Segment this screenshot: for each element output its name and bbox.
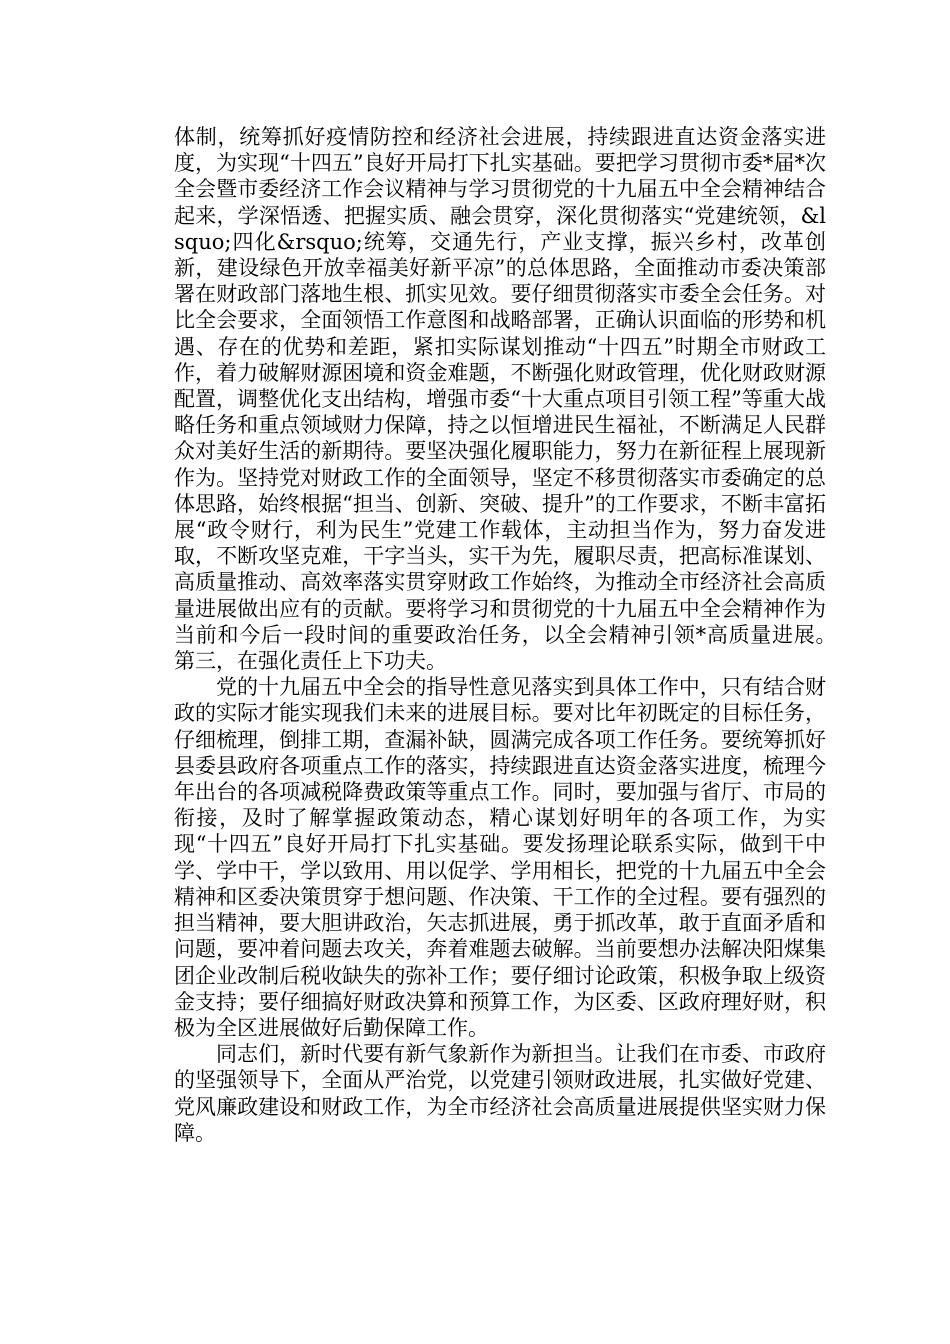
paragraph-3: 同志们，新时代要有新气象新作为新担当。让我们在市委、市政府的坚强领导下，全面从严治党，以党建引领财政进展，扎实做好党建、党风廉政建设和财政工作，为全市经济社会高质量进展提供坚实财力保障。 xyxy=(174,1042,826,1145)
paragraph-2: 党的十九届五中全会的指导性意见落实到具体工作中，只有结合财政的实际才能实现我们未来的进展目标。要对比年初既定的目标任务，仔细梳理，倒排工期，查漏补缺，圆满完成各项工作任务。要统筹抓好县委县政府各项重点工作的落实，持续跟进直达资金落实进度，梳理今年出台的各项减税降费政策等重点工作。同时，要加强与省厅、市局的衔接，及时了解掌握政策动态，精心谋划好明年的各项工作，为实现“十四五”良好开局打下扎实基础。要发扬理论联系实际，做到干中学、学中干，学以致用、用以促学、学用相长，把党的十九届五中全会精神和区委决策贯穿于想问题、作决策、干工作的全过程。要有强烈的担当精神，要大胆讲政治，矢志抓进展，勇于抓改革，敢于直面矛盾和问题，要冲着问题去攻关，奔着难题去破解。当前要想办法解决阳煤集团企业改制后税收缺失的弥补工作；要仔细讨论政策，积极争取上级资金支持；要仔细搞好财政决算和预算工作，为区委、区政府理好财，积极为全区进展做好后勤保障工作。 xyxy=(174,675,826,1040)
paragraph-1: 体制，统筹抓好疫情防控和经济社会进展，持续跟进直达资金落实进度，为实现“十四五”良好开局打下扎实基础。要把学习贯彻市委*届*次全会暨市委经济工作会议精神与学习贯彻党的十九届五中全会精神结合起来，学深悟透、把握实质、融会贯穿，深化贯彻落实“党建统领，&lsquo;四化&rsquo;统筹，交通先行，产业支撑，振兴乡村，改革创新，建设绿色开放幸福美好新平凉”的总体思路，全面推动市委决策部署在财政部门落地生根、抓实见效。要仔细贯彻落实市委全会任务。对比全会要求，全面领悟工作意图和战略部署，正确认识面临的形势和机遇、存在的优势和差距，紧扣实际谋划推动“十四五”时期全市财政工作，着力破解财源困境和资金难题，不断强化财政管理，优化财政财源配置，调整优化支出结构，增强市委“十大重点项目引领工程”等重大战略任务和重点领域财力保障，持之以恒增进民生福祉，不断满足人民群众对美好生活的新期待。要坚决强化履职能力，努力在新征程上展现新作为。坚持党对财政工作的全面领导，坚定不移贯彻落实市委确定的总体思路，始终根据“担当、创新、突破、提升”的工作要求，不断丰富拓展“政令财行，利为民生”党建工作载体，主动担当作为，努力奋发进取，不断攻坚克难，干字当头，实干为先，履职尽责，把高标准谋划、高质量推动、高效率落实贯穿财政工作始终，为推动全市经济社会高质量进展做出应有的贡献。要将学习和贯彻党的十九届五中全会精神作为当前和今后一段时间的重要政治任务，以全会精神引领*高质量进展。 第三，在强化责任上下功夫。 xyxy=(174,125,868,674)
document-body xyxy=(174,124,868,1146)
